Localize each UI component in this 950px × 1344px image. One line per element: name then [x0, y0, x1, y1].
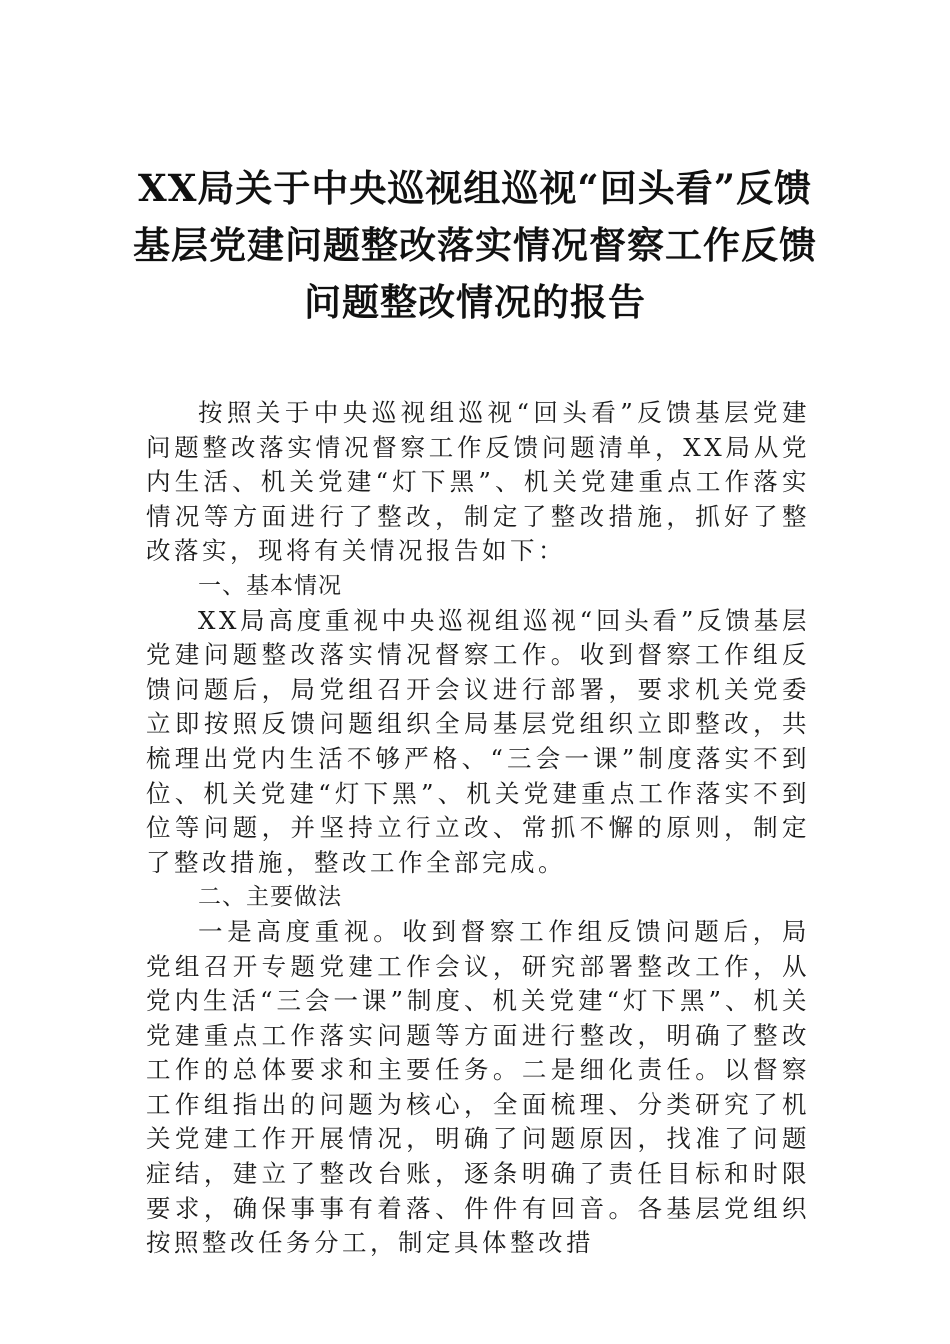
title-line-3: 问题整改情况的报告: [304, 280, 646, 324]
section-heading-methods: 二、主要做法: [198, 884, 342, 911]
section-heading-basic: 一、基本情况: [198, 572, 342, 599]
title-line-1: XX局关于中央巡视组巡视“回头看”反馈: [138, 166, 812, 210]
document-body: [146, 396, 810, 1261]
document-title: [100, 160, 850, 331]
section-paragraph-basic: XX局高度重视中央巡视组巡视“回头看”反馈基层党建问题整改落实情况督察工作。收到督察工作组反馈问题后，局党组召开会议进行部署，要求机关党委立即按照反馈问题组织全局基层党组织立即整改，共梳理出党内生活不够严格、“三会一课”制度落实不到位、机关党建“灯下黑”、机关党建重点工作落实不到位等问题，并坚持立行立改、常抓不懈的原则，制定了整改措施，整改工作全部完成。: [146, 605, 810, 877]
intro-paragraph: 按照关于中央巡视组巡视“回头看”反馈基层党建问题整改落实情况督察工作反馈问题清单，XX局从党内生活、机关党建“灯下黑”、机关党建重点工作落实情况等方面进行了整改，制定了整改措施，抓好了整改落实，现将有关情况报告如下：: [146, 398, 810, 566]
section-paragraph-methods: 一是高度重视。收到督察工作组反馈问题后，局党组召开专题党建工作会议，研究部署整改工作，从党内生活“三会一课”制度、机关党建“灯下黑”、机关党建重点工作落实问题等方面进行整改，明确了整改工作的总体要求和主要任务。二是细化责任。以督察工作组指出的问题为核心，全面梳理、分类研究了机关党建工作开展情况，明确了问题原因，找准了问题症结，建立了整改台账，逐条明确了责任目标和时限要求，确保事事有着落、件件有回音。各基层党组织按照整改任务分工，制定具体整改措: [146, 916, 810, 1258]
title-line-2: 基层党建问题整改落实情况督察工作反馈: [133, 223, 817, 267]
